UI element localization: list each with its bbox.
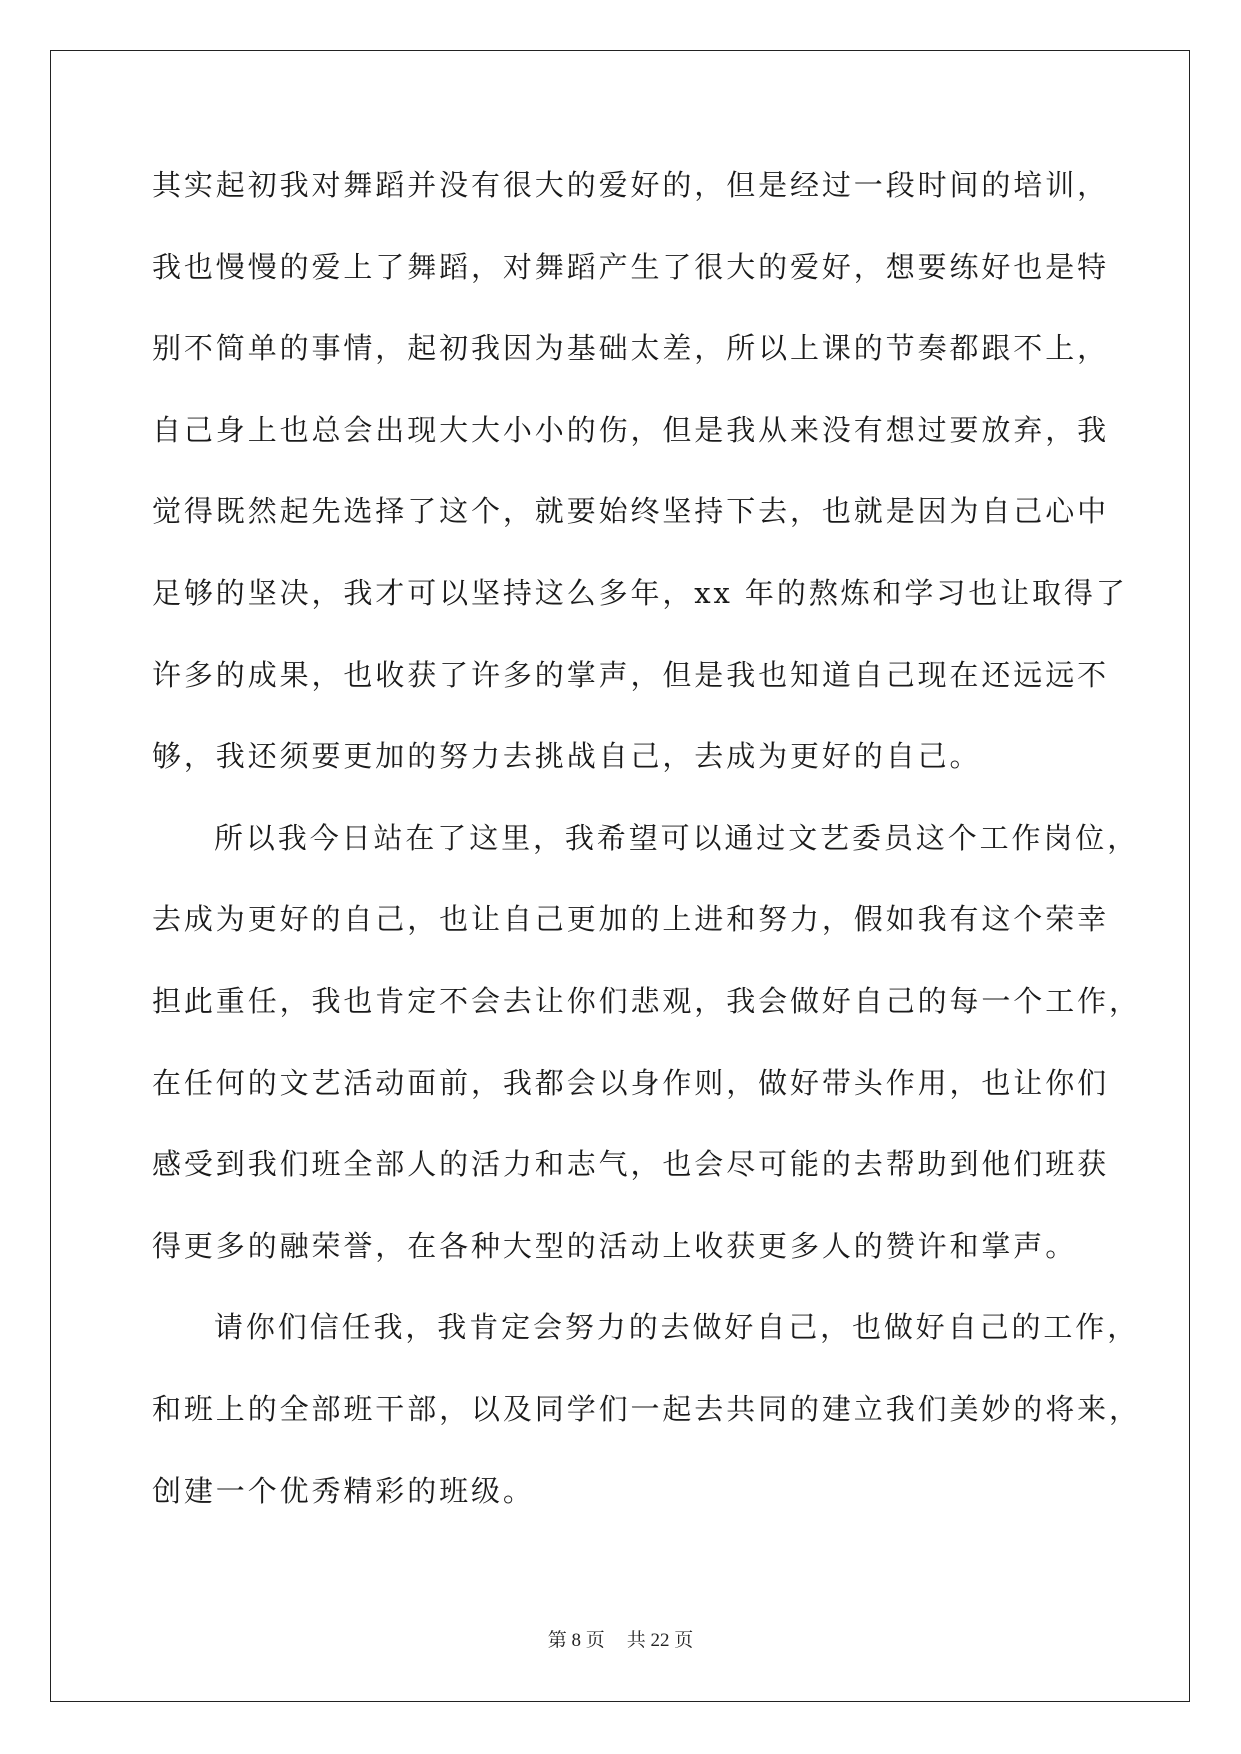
text-line: 请你们信任我，我肯定会努力的去做好自己，也做好自己的工作，: [214, 1310, 1140, 1345]
text-line: 足够的坚决，我才可以坚持这么多年，xx 年的熬炼和学习也让取得了: [152, 575, 1128, 610]
text-line: 在任何的文艺活动面前，我都会以身作则，做好带头作用，也让你们: [152, 1065, 1110, 1100]
page-number-current: 第 8 页: [547, 1630, 605, 1651]
document-body: [152, 160, 1141, 1547]
text-line: 我也慢慢的爱上了舞蹈，对舞蹈产生了很大的爱好，想要练好也是特: [152, 249, 1110, 284]
text-line: 去成为更好的自己，也让自己更加的上进和努力，假如我有这个荣幸: [152, 902, 1110, 937]
text-line: 其实起初我对舞蹈并没有很大的爱好的，但是经过一段时间的培训，: [152, 168, 1110, 202]
text-line: 够，我还须要更加的努力去挑战自己，去成为更好的自己。: [152, 739, 982, 774]
text-line: 许多的成果，也收获了许多的掌声，但是我也知道自己现在还远远不: [152, 657, 1110, 692]
page-footer: [0, 1625, 1241, 1652]
text-line: 自己身上也总会出现大大小小的伤，但是我从来没有想过要放弃，我: [152, 412, 1110, 447]
text-line: 担此重任，我也肯定不会去让你们悲观，我会做好自己的每一个工作，: [152, 983, 1141, 1018]
text-line: 所以我今日站在了这里，我希望可以通过文艺委员这个工作岗位，: [214, 820, 1140, 855]
page-number-total: 共 22 页: [626, 1630, 694, 1651]
text-line: 创建一个优秀精彩的班级。: [152, 1473, 535, 1508]
text-line: 得更多的融荣誉，在各种大型的活动上收获更多人的赞许和掌声。: [152, 1228, 1078, 1263]
text-line: 和班上的全部班干部，以及同学们一起去共同的建立我们美妙的将来，: [152, 1391, 1141, 1426]
text-line: 别不简单的事情，起初我因为基础太差，所以上课的节奏都跟不上，: [152, 331, 1110, 366]
text-line: 觉得既然起先选择了这个，就要始终坚持下去，也就是因为自己心中: [152, 494, 1110, 529]
text-line: 感受到我们班全部人的活力和志气，也会尽可能的去帮助到他们班获: [152, 1147, 1110, 1182]
